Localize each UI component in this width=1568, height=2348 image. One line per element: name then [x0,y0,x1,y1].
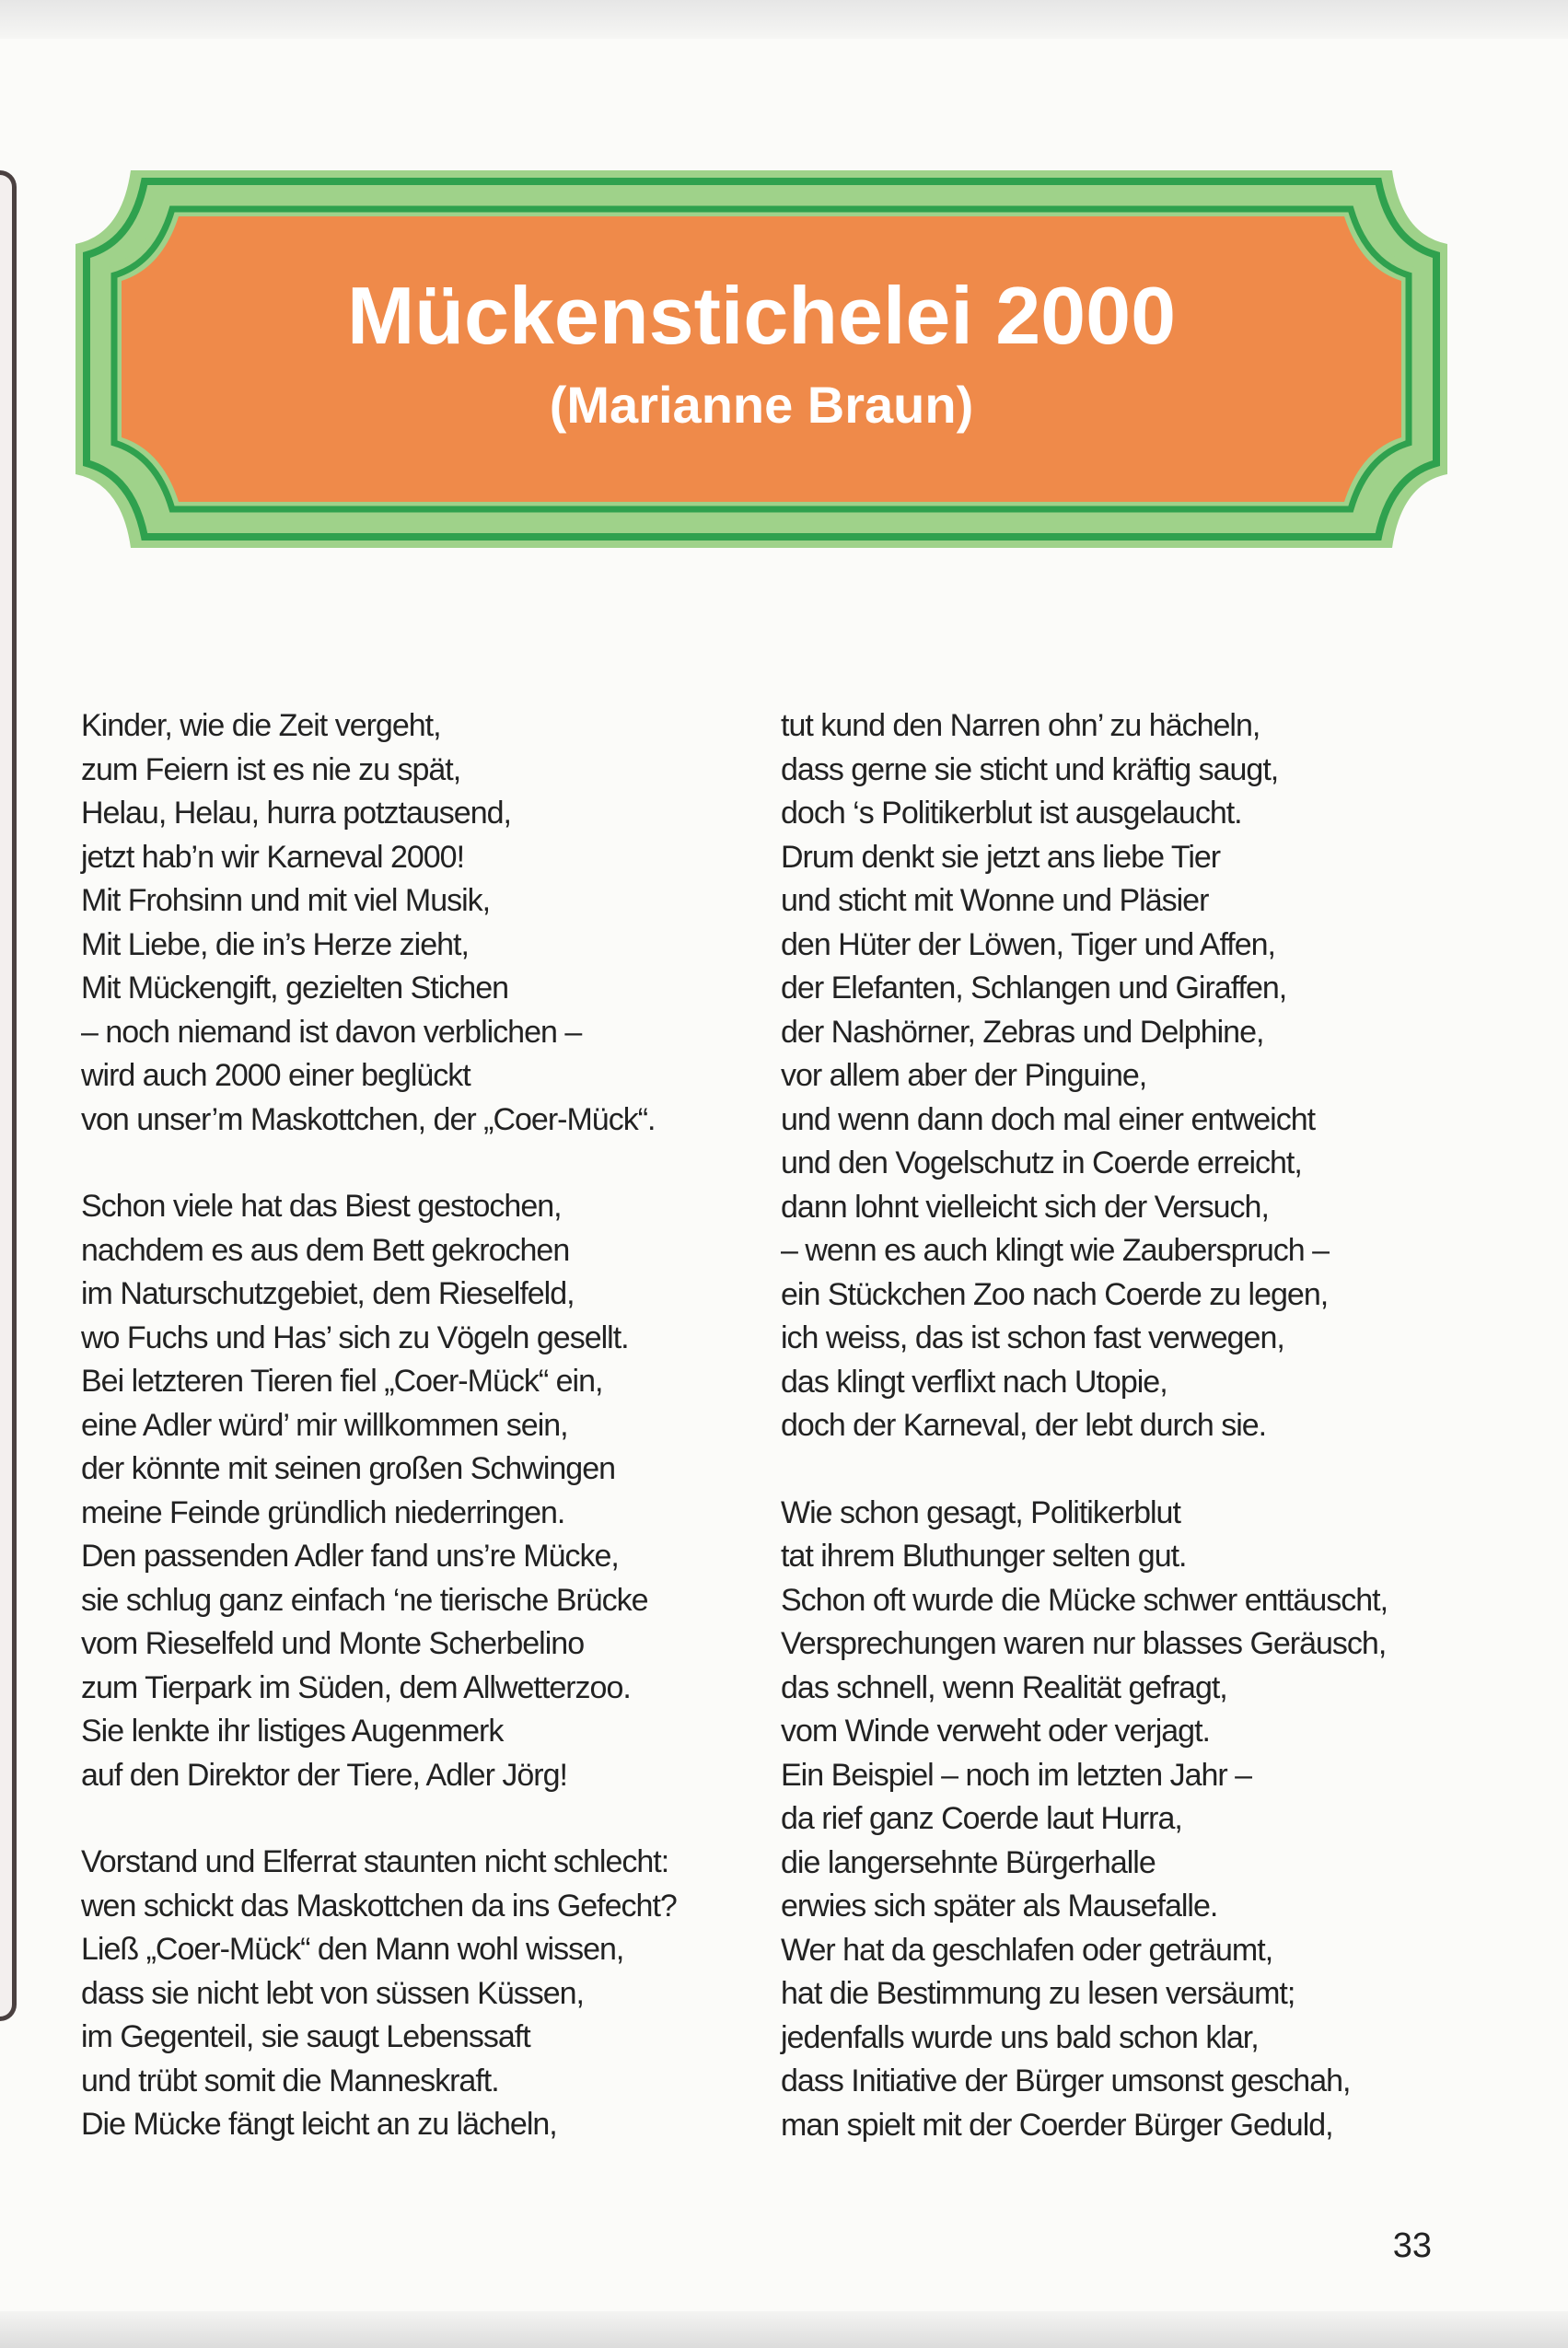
poem-line: sie schlug ganz einfach ‘ne tierische Brücke [81,1582,648,1618]
poem-line: Vorstand und Elferrat staunten nicht schlecht: [81,1844,669,1879]
poem-line: das schnell, wenn Realität gefragt, [781,1669,1227,1705]
poem-line: Ließ „Coer-Mück“ den Mann wohl wissen, [81,1932,624,1967]
poem-line: der Nashörner, Zebras und Delphine, [781,1014,1264,1050]
poem-line: zum Feiern ist es nie zu spät, [81,751,461,787]
poem-line: – noch niemand ist davon verblichen – [81,1014,582,1050]
poem-line: Mit Liebe, die in’s Herze zieht, [81,926,469,962]
poem-line: Schon viele hat das Biest gestochen, [81,1189,562,1224]
poem-column-left [81,704,744,2191]
poem-line: der könnte mit seinen großen Schwingen [81,1451,616,1486]
poem-line: vom Winde verweht oder verjagt. [781,1714,1210,1749]
poem-line: ein Stückchen Zoo nach Coerde zu legen, [781,1276,1329,1312]
poem-line: Bei letzteren Tieren fiel „Coer-Mück“ ein, [81,1364,603,1399]
stanza [81,1185,744,1797]
poem-line: Schon oft wurde die Mücke schwer enttäuscht, [781,1582,1388,1618]
poem-line: zum Tierpark im Süden, dem Allwetterzoo. [81,1669,631,1705]
poem-line: von unser’m Maskottchen, der „Coer-Mück“. [81,1101,656,1137]
page-top-edge [0,0,1568,39]
page-title: Mückenstichelei 2000 [346,270,1177,361]
poem-line: Versprechungen waren nur blasses Geräusch, [781,1626,1387,1661]
poem-line: wo Fuchs und Has’ sich zu Vögeln gesellt. [81,1319,629,1355]
page-bottom-edge [0,2311,1568,2348]
poem-line: das klingt verflixt nach Utopie, [781,1364,1167,1400]
poem-line: ich weiss, das ist schon fast verwegen, [781,1320,1284,1355]
poem-line: und trübt somit die Manneskraft. [81,2063,499,2098]
poem-line: dann lohnt vielleicht sich der Versuch, [781,1189,1269,1225]
poem-line: vor allem aber der Pinguine, [781,1058,1147,1093]
poem-line: eine Adler würd’ mir willkommen sein, [81,1407,568,1443]
poem-line: Helau, Helau, hurra potztausend, [81,796,511,831]
poem-line: tat ihrem Bluthunger selten gut. [781,1539,1187,1574]
poem-line: den Hüter der Löwen, Tiger und Affen, [781,926,1275,962]
poem-line: Kinder, wie die Zeit vergeht, [81,708,441,743]
poem-line: im Naturschutzgebiet, dem Rieselfeld, [81,1276,575,1311]
poem-line: die langersehnte Bürgerhalle [781,1844,1156,1880]
poem-line: jedenfalls wurde uns bald schon klar, [781,2019,1259,2055]
poem-line: nachdem es aus dem Bett gekrochen [81,1232,570,1268]
poem-line: Sie lenkte ihr listiges Augenmerk [81,1714,504,1749]
poem-line: und wenn dann doch mal einer entweicht [781,1101,1316,1137]
stanza [781,1492,1444,2148]
poem-line: dass sie nicht lebt von süssen Küssen, [81,1975,584,2011]
poem-line: Wie schon gesagt, Politikerblut [781,1494,1180,1530]
poem-line: wird auch 2000 einer beglückt [81,1058,470,1093]
stanza [81,704,744,1142]
poem-line: doch ‘s Politikerblut ist ausgelaucht. [781,796,1242,831]
poem-line: und den Vogelschutz in Coerde erreicht, [781,1145,1302,1180]
poem-column-right [781,704,1444,2191]
stanza [781,704,1444,1448]
poem-line: doch der Karneval, der lebt durch sie. [781,1408,1267,1443]
poem-line: erwies sich später als Mausefalle. [781,1889,1218,1924]
poem-line: Wer hat da geschlafen oder geträumt, [781,1932,1273,1968]
poem-line: Den passenden Adler fand uns’re Mücke, [81,1539,619,1574]
poem-line: dass gerne sie sticht und kräftig saugt, [781,751,1279,787]
poem-line: da rief ganz Coerde laut Hurra, [781,1801,1182,1836]
book-binding-edge [0,170,17,2021]
page-number: 33 [1392,2226,1432,2265]
poem-line: im Gegenteil, sie saugt Lebenssaft [81,2019,530,2054]
poem-line: auf den Direktor der Tiere, Adler Jörg! [81,1757,567,1793]
poem-line: wen schickt das Maskottchen da ins Gefecht? [81,1888,677,1924]
poem-line: der Elefanten, Schlangen und Giraffen, [781,971,1287,1005]
poem-line: Drum denkt sie jetzt ans liebe Tier [781,839,1221,875]
poem-line: vom Rieselfeld und Monte Scherbelino [81,1626,585,1661]
poem-line: tut kund den Narren ohn’ zu hächeln, [781,708,1260,743]
poem-line: Mit Frohsinn und mit viel Musik, [81,883,491,918]
poem-line: und sticht mit Wonne und Pläsier [781,883,1209,918]
stanza [81,1841,744,2147]
poem-line: meine Feinde gründlich niederringen. [81,1494,565,1530]
poem-line: jetzt hab’n wir Karneval 2000! [81,839,465,875]
poem-line: Die Mücke fängt leicht an zu lächeln, [81,2107,557,2142]
poem-line: Ein Beispiel – noch im letzten Jahr – [781,1757,1252,1793]
poem-line: hat die Bestimmung zu lesen versäumt; [781,1976,1295,2011]
poem-line: Mit Mückengift, gezielten Stichen [81,971,509,1005]
title-banner [75,170,1447,548]
poem-line: – wenn es auch klingt wie Zauberspruch – [781,1233,1330,1268]
poem-line: dass Initiative der Bürger umsonst geschah, [781,2063,1351,2098]
poem-line: man spielt mit der Coerder Bürger Geduld, [781,2107,1333,2143]
author-subtitle: (Marianne Braun) [549,376,974,434]
